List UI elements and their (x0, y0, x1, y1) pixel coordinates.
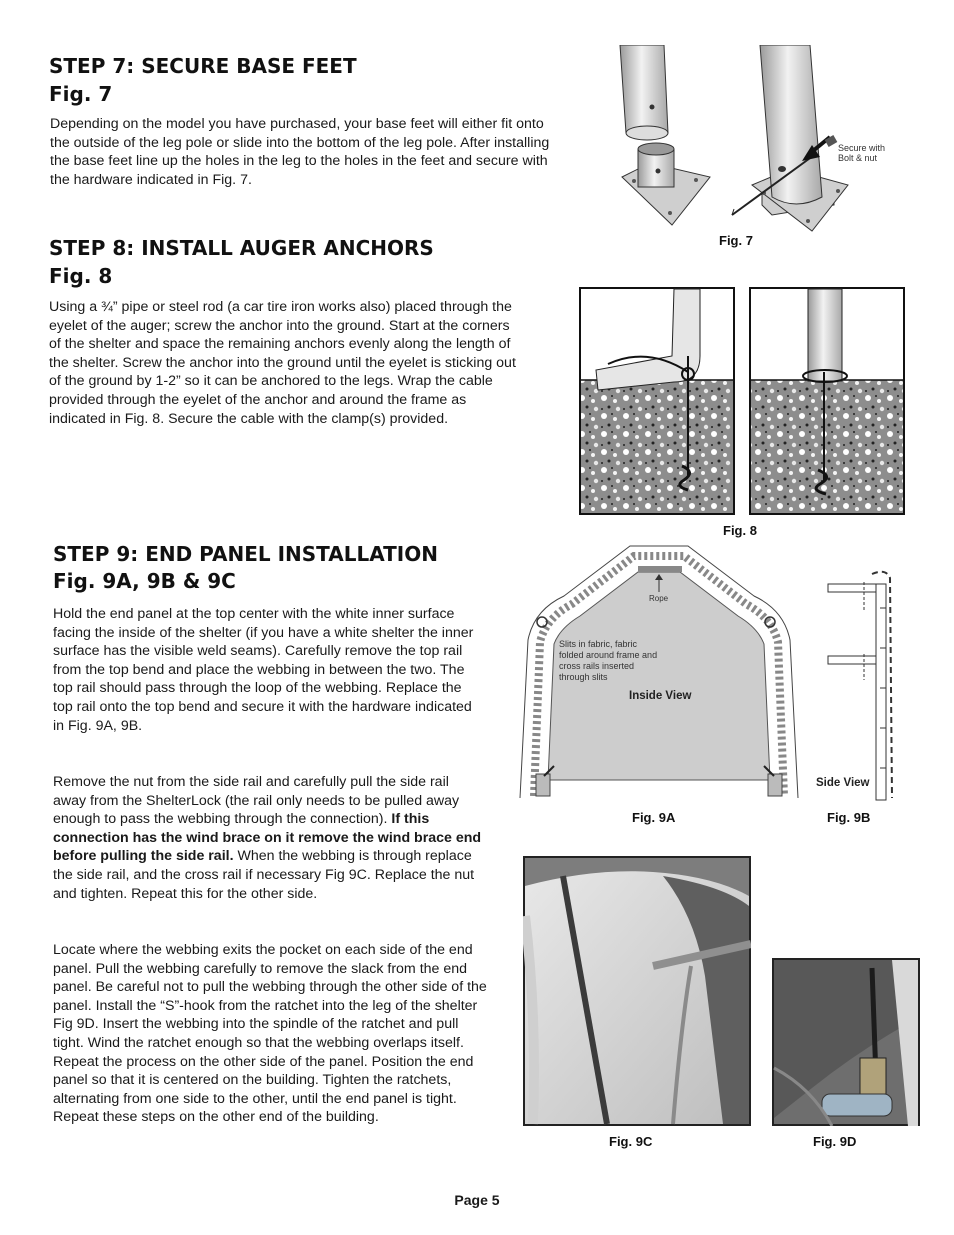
fig9b-caption: Fig. 9B (827, 810, 871, 825)
step8-title: STEP 8: INSTALL AUGER ANCHORS (49, 236, 434, 260)
step8-body: Using a ¾” pipe or steel rod (a car tire iron works also) placed through the eyelet of the auger; screw the anchor into the ground. Start at the corners of the shelter and space the remaining anchors evenly along the length of the shelter. Screw the anchor into the ground until the eyelet is sticking out of the ground by 1-2” so it can be anchored to the legs. Wrap the cable provided through the eyelet of the anchor and around the frame as indicated in Fig. 8. Secure the cable with the clamp(s) provided. (49, 299, 516, 427)
fig7-caption: Fig. 7 (719, 233, 753, 248)
step7-title: STEP 7: SECURE BASE FEET (49, 54, 357, 78)
fig9a-caption: Fig. 9A (632, 810, 676, 825)
fig9c-caption: Fig. 9C (609, 1134, 653, 1149)
fig8-auger-anchor-illustration (578, 286, 908, 518)
fig9d-caption: Fig. 9D (813, 1134, 857, 1149)
fig9c-photo (523, 856, 751, 1126)
step7-body: Depending on the model you have purchased, your base feet will either fit onto the outside of the leg pole or slide into the bottom of the leg pole. After installing the base feet line up the holes in the leg to the holes in the feet and secure with the hardware indicated in Fig. 7. (50, 116, 550, 188)
fig7-base-feet-illustration (612, 45, 902, 235)
fig9a-slits-line2: folded around frame and (559, 650, 658, 660)
step9-title: STEP 9: END PANEL INSTALLATION (53, 542, 438, 566)
fig9b-side-view-label: Side View (816, 777, 870, 789)
page-number: Page 5 (454, 1192, 500, 1208)
fig7-label-line1: Secure with (838, 143, 886, 153)
step8-fig-ref: Fig. 8 (49, 264, 113, 288)
step9-paragraph-2 (53, 773, 483, 903)
fig9a-slits-line3: cross rails inserted (559, 661, 635, 671)
fig9a-rope-label: Rope (649, 594, 669, 603)
fig9a-slits-line1: Slits in fabric, fabric (559, 639, 638, 649)
fig9a-inside-view-illustration (514, 540, 804, 802)
step9-paragraph-2-part-b: When the webbing is through replace the side rail, and the cross rail if necessary Fig 9C. Replace the nut and tighten. Repeat this for the other side. (53, 848, 475, 902)
step9-paragraph-1: Hold the end panel at the top center with the white inner surface facing the inside of the shelter (if you have a white shelter the inner surface has the visible weld seams). Carefully remove the top rail from the top bend and place the webbing in between the two. The top rail should pass through the loop of the webbing. Replace the top rail onto the top bend and secure it with the hardware indicated in Fig. 9A, 9B. (53, 606, 474, 734)
fig8-caption: Fig. 8 (723, 523, 757, 538)
fig9b-side-view-illustration (812, 568, 902, 804)
step9-paragraph-2-part-a: Remove the nut from the side rail and carefully pull the side rail away from the ShelterLock (the rail only needs to be pulled away enough to pass the webbing through the connection). (53, 774, 460, 828)
fig9a-slits-line4: through slits (559, 672, 608, 682)
step7-fig-ref: Fig. 7 (49, 82, 113, 106)
step9-fig-ref: Fig. 9A, 9B & 9C (53, 569, 236, 593)
step9-paragraph-3: Locate where the webbing exits the pocket on each side of the end panel. Pull the webbing carefully to remove the slack from the end panel. Be careful not to pull the webbing through the other side of the panel. Install the “S”-hook from the ratchet into the leg of the shelter Fig 9D. Insert the webbing into the spindle of the ratchet and pull tight. Wind the ratchet enough so that the webbing overlaps itself. Repeat the process on the other side of the panel. Position the end panel so that it is centered on the building. Tighten the ratchets, alternating from one side to the other, until the end panel is tight. Repeat these steps on the other end of the building. (53, 942, 487, 1126)
fig7-label-line2: Bolt & nut (838, 153, 878, 163)
step9-paragraph-2-warning: If this connection has the wind brace on it remove the wind brace end before pulling the side rail. (53, 811, 482, 865)
fig9d-photo (772, 958, 920, 1126)
fig9a-inside-view-label: Inside View (629, 690, 692, 702)
